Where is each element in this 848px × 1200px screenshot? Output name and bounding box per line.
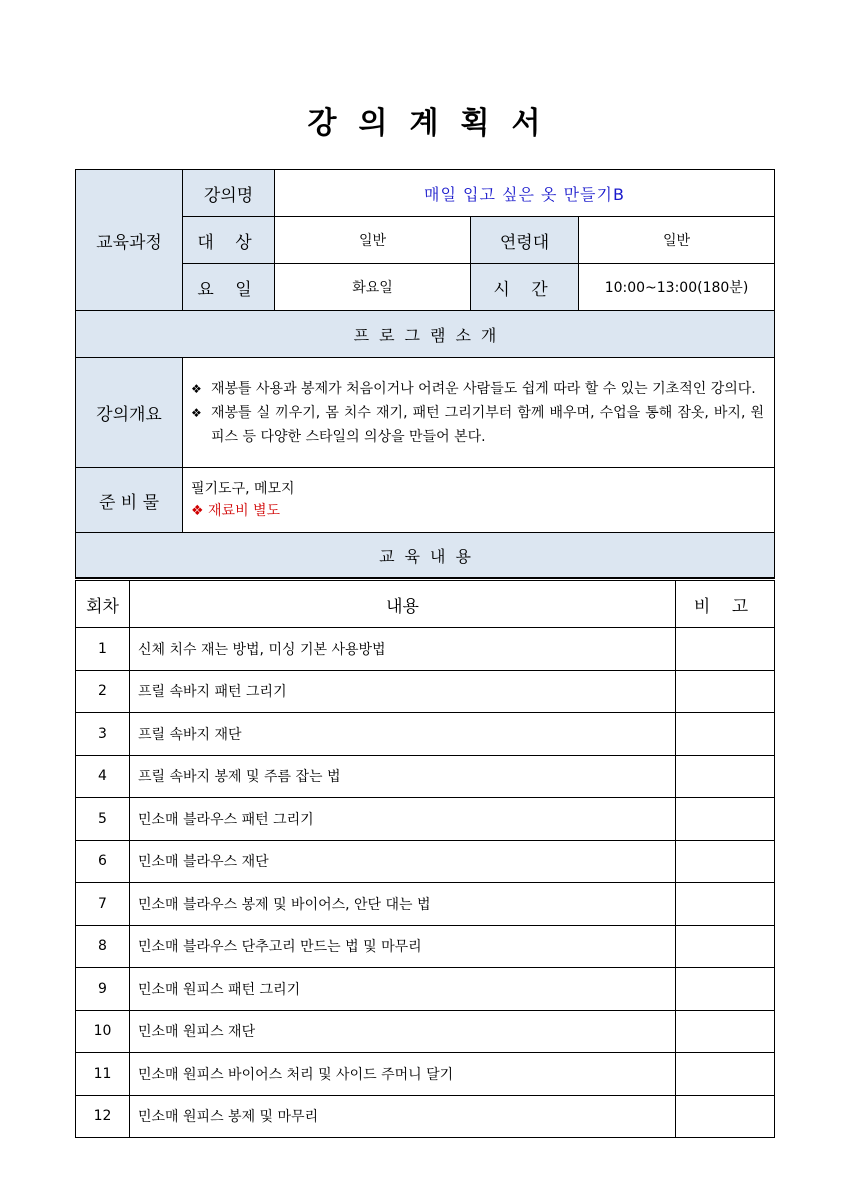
session-note bbox=[676, 968, 775, 1011]
session-number: 9 bbox=[76, 968, 130, 1011]
materials-line: 필기도구, 메모지 bbox=[191, 481, 295, 497]
session-content: 민소매 원피스 패턴 그리기 bbox=[130, 968, 676, 1011]
program-intro-header: 프로그램소개 bbox=[76, 311, 775, 358]
table-row bbox=[76, 713, 775, 756]
session-content: 민소매 원피스 재단 bbox=[130, 1010, 676, 1053]
session-content: 민소매 블라우스 봉제 및 바이어스, 안단 대는 법 bbox=[130, 883, 676, 926]
course-name-label: 강의명 bbox=[183, 170, 275, 217]
day-value: 화요일 bbox=[275, 264, 471, 311]
session-content: 민소매 원피스 봉제 및 마무리 bbox=[130, 1095, 676, 1138]
table-row bbox=[76, 755, 775, 798]
session-content: 민소매 원피스 바이어스 처리 및 사이드 주머니 달기 bbox=[130, 1053, 676, 1096]
session-content: 신체 치수 재는 방법, 미싱 기본 사용방법 bbox=[130, 628, 676, 671]
table-row bbox=[76, 670, 775, 713]
overview-label: 강의개요 bbox=[76, 358, 183, 468]
table-row bbox=[76, 840, 775, 883]
session-number: 7 bbox=[76, 883, 130, 926]
time-label: 시 간 bbox=[471, 264, 579, 311]
page-title: 강의계획서 bbox=[307, 106, 563, 141]
session-content: 프릴 속바지 봉제 및 주름 잡는 법 bbox=[130, 755, 676, 798]
session-note bbox=[676, 670, 775, 713]
content-column-header: 내용 bbox=[130, 580, 676, 628]
table-row bbox=[76, 1095, 775, 1138]
session-note bbox=[676, 1010, 775, 1053]
diamond-bullet-icon: ❖ bbox=[191, 503, 204, 519]
note-column-header: 비 고 bbox=[676, 580, 775, 628]
session-number: 3 bbox=[76, 713, 130, 756]
day-label: 요 일 bbox=[183, 264, 275, 311]
time-value: 10:00~13:00(180분) bbox=[579, 264, 775, 311]
session-number: 11 bbox=[76, 1053, 130, 1096]
session-content: 프릴 속바지 재단 bbox=[130, 713, 676, 756]
session-note bbox=[676, 628, 775, 671]
session-note bbox=[676, 1095, 775, 1138]
session-note bbox=[676, 1053, 775, 1096]
diamond-bullet-icon: ❖ bbox=[191, 381, 202, 396]
session-content: 민소매 블라우스 단추고리 만드는 법 및 마무리 bbox=[130, 925, 676, 968]
age-value: 일반 bbox=[579, 217, 775, 264]
table-row bbox=[76, 798, 775, 841]
education-content-header: 교육내용 bbox=[76, 533, 775, 578]
session-note bbox=[676, 755, 775, 798]
table-row bbox=[76, 628, 775, 671]
overview-item: ❖ 재봉틀 사용과 봉제가 처음이거나 어려운 사람들도 쉽게 따라 할 수 있는 기초적인 강의다. bbox=[191, 377, 764, 401]
overview-content bbox=[183, 358, 775, 468]
course-section-label: 교육과정 bbox=[76, 170, 183, 311]
overview-item: ❖ 재봉틀 실 끼우기, 몸 치수 재기, 패턴 그리기부터 함께 배우며, 수업을 통해 잠옷, 바지, 원피스 등 다양한 스타일의 의상을 만들어 본다. bbox=[191, 401, 764, 449]
materials-fee-note: ❖ 재료비 별도 bbox=[191, 503, 281, 519]
session-note bbox=[676, 883, 775, 926]
session-note bbox=[676, 713, 775, 756]
session-number: 6 bbox=[76, 840, 130, 883]
session-number: 8 bbox=[76, 925, 130, 968]
course-name-value: 매일 입고 싶은 옷 만들기B bbox=[275, 170, 775, 217]
session-note bbox=[676, 840, 775, 883]
table-row bbox=[76, 925, 775, 968]
session-number: 10 bbox=[76, 1010, 130, 1053]
session-note bbox=[676, 925, 775, 968]
age-label: 연령대 bbox=[471, 217, 579, 264]
session-content: 민소매 블라우스 재단 bbox=[130, 840, 676, 883]
diamond-bullet-icon: ❖ bbox=[191, 405, 202, 420]
materials-content bbox=[183, 468, 775, 533]
session-column-header: 회차 bbox=[76, 580, 130, 628]
table-row bbox=[76, 883, 775, 926]
session-number: 4 bbox=[76, 755, 130, 798]
session-number: 12 bbox=[76, 1095, 130, 1138]
course-info-table bbox=[75, 169, 775, 578]
table-row bbox=[76, 1053, 775, 1096]
target-label: 대 상 bbox=[183, 217, 275, 264]
table-row bbox=[76, 1010, 775, 1053]
session-number: 5 bbox=[76, 798, 130, 841]
schedule-table bbox=[75, 578, 775, 1138]
session-content: 민소매 블라우스 패턴 그리기 bbox=[130, 798, 676, 841]
session-number: 2 bbox=[76, 670, 130, 713]
session-number: 1 bbox=[76, 628, 130, 671]
session-note bbox=[676, 798, 775, 841]
materials-label: 준 비 물 bbox=[76, 468, 183, 533]
session-content: 프릴 속바지 패턴 그리기 bbox=[130, 670, 676, 713]
target-value: 일반 bbox=[275, 217, 471, 264]
table-row bbox=[76, 968, 775, 1011]
